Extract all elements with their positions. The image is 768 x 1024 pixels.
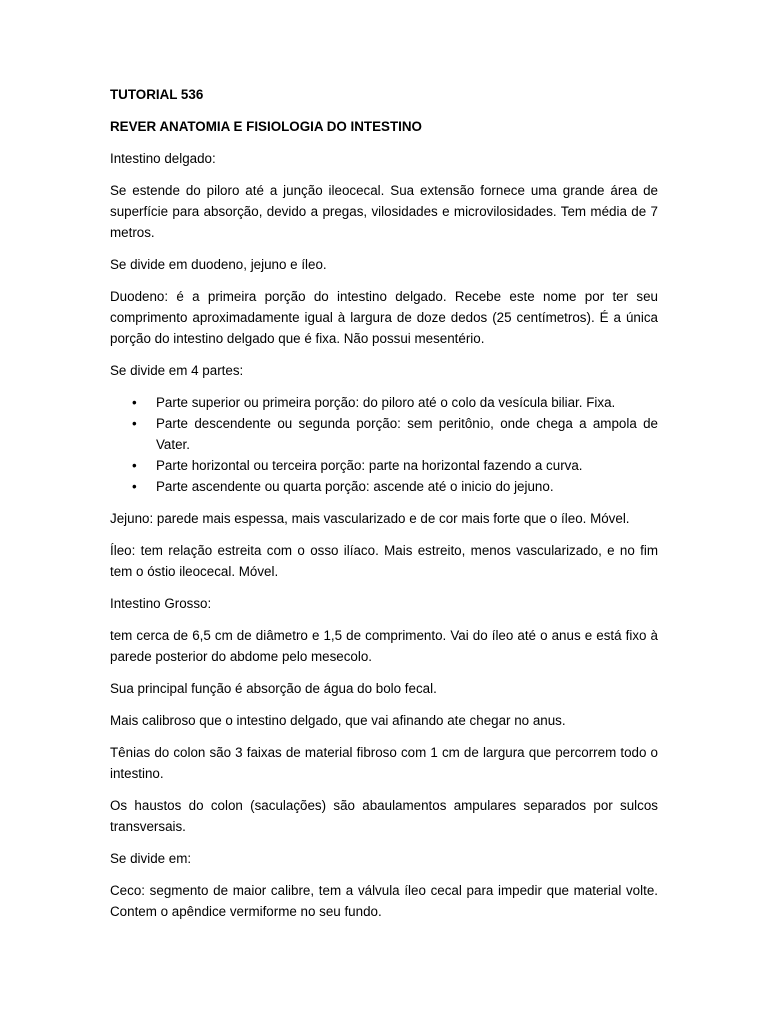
list-item [110,455,658,476]
paragraph-se-divide-em: Se divide em: [110,851,192,866]
document-subtitle: REVER ANATOMIA E FISIOLOGIA DO INTESTINO [110,119,422,134]
bullet-list [110,392,658,497]
paragraph-jejuno: Jejuno: parede mais espessa, mais vascularizado e de cor mais forte que o íleo. Móvel. [110,511,630,526]
paragraph-partes: Se divide em 4 partes: [110,363,244,378]
list-item-text: Parte descendente ou segunda porção: sem peritônio, onde chega a ampola de Vater. [156,416,658,452]
paragraph-ileo: Íleo: tem relação estreita com o osso ilíaco. Mais estreito, menos vascularizado, e no fim tem o óstio ileocecal. Móvel. [110,543,658,579]
paragraph-extensao: Se estende do piloro até a junção ileocecal. Sua extensão fornece uma grande área de superfície para absorção, devido a pregas, vilosidades e microvilosidades. Tem média de 7 metros. [110,183,658,240]
paragraph-duodeno: Duodeno: é a primeira porção do intestino delgado. Recebe este nome por ter seu comprimento aproximadamente igual à largura de doze dedos (25 centímetros). É a única porção do intestino delgado que é fixa. Não possui mesentério. [110,289,658,346]
bullet-icon: • [132,458,137,473]
list-item [110,413,658,455]
list-item-text: Parte ascendente ou quarta porção: ascende até o inicio do jejuno. [156,479,554,494]
paragraph-intestino-grosso: Intestino Grosso: [110,596,212,611]
paragraph-ceco: Ceco: segmento de maior calibre, tem a válvula íleo cecal para impedir que material volte. Contem o apêndice vermiforme no seu fundo. [110,883,658,919]
bullet-icon: • [132,416,137,431]
paragraph-divisao: Se divide em duodeno, jejuno e íleo. [110,257,327,272]
list-item [110,476,658,497]
paragraph-intestino-delgado: Intestino delgado: [110,151,216,166]
paragraph-haustos: Os haustos do colon (saculações) são abaulamentos ampulares separados por sulcos transversais. [110,798,658,834]
bullet-icon: • [132,479,137,494]
document-page [110,84,658,933]
list-item-text: Parte horizontal ou terceira porção: parte na horizontal fazendo a curva. [156,458,583,473]
list-item [110,392,658,413]
paragraph-tenias: Tênias do colon são 3 faixas de material fibroso com 1 cm de largura que percorrem todo o intestino. [110,745,658,781]
paragraph-calibre: Mais calibroso que o intestino delgado, que vai afinando ate chegar no anus. [110,713,566,728]
bullet-icon: • [132,395,137,410]
document-title: TUTORIAL 536 [110,87,204,102]
list-item-text: Parte superior ou primeira porção: do piloro até o colo da vesícula biliar. Fixa. [156,395,616,410]
paragraph-dimensoes: tem cerca de 6,5 cm de diâmetro e 1,5 de comprimento. Vai do íleo até o anus e está fixo à parede posterior do abdome pelo mesecolo. [110,628,658,664]
paragraph-funcao: Sua principal função é absorção de água do bolo fecal. [110,681,437,696]
